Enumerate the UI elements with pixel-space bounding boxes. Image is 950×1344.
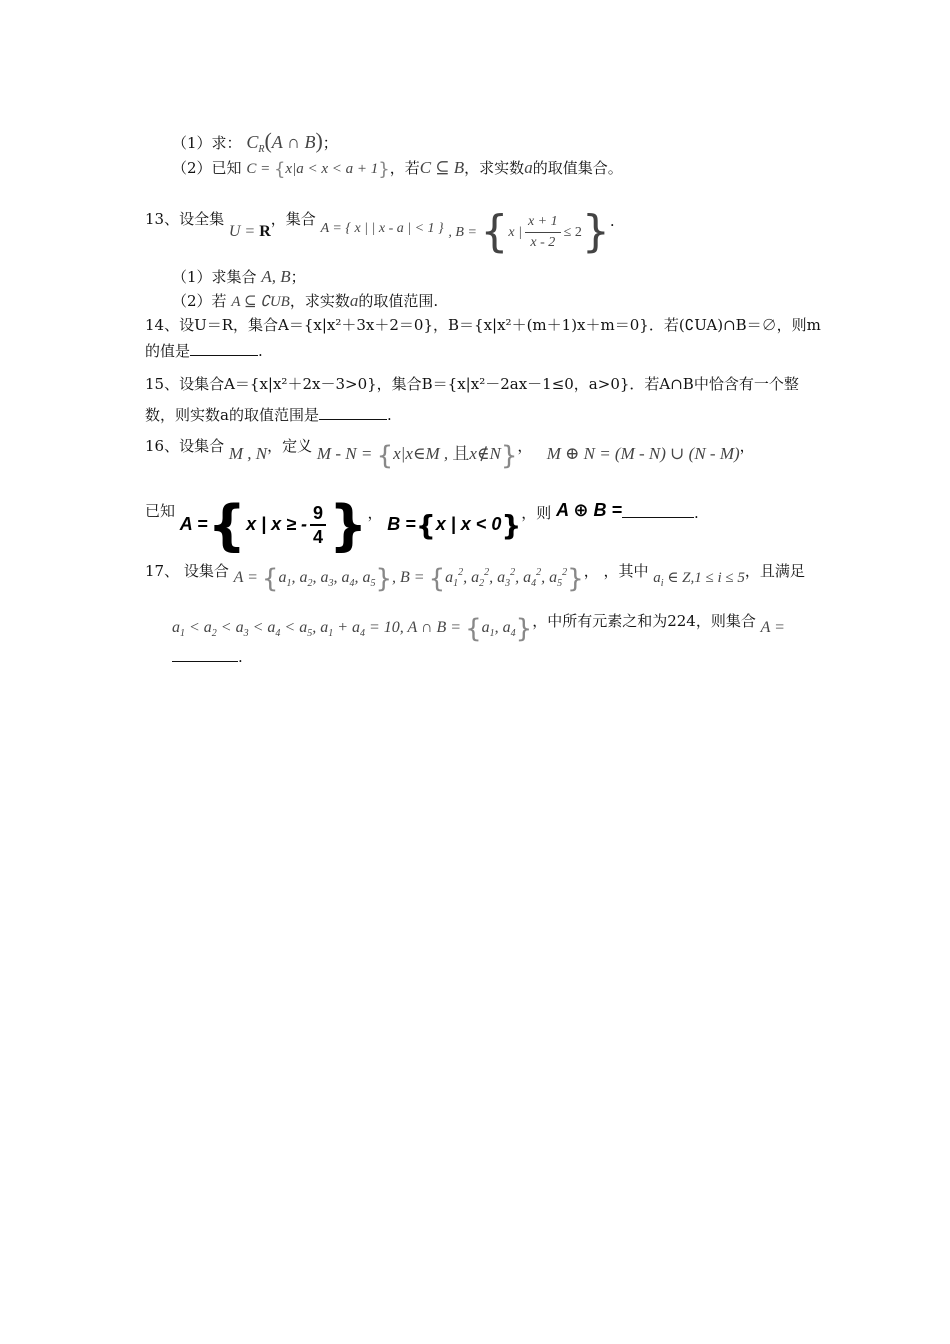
q17-line3: . bbox=[172, 646, 243, 668]
q13-part1: （1）求集合 A, B； bbox=[172, 267, 306, 286]
answer-blank[interactable] bbox=[172, 646, 238, 662]
set-difference-def: M - N = {x|x∈M , 且x∉N} bbox=[316, 441, 518, 471]
answer-blank[interactable] bbox=[622, 502, 694, 518]
q13-part2: （2）若 A ⊆ ∁UB，求实数a的取值范围. bbox=[172, 291, 439, 310]
q14-line2: 的值是 . bbox=[145, 342, 263, 360]
q16-line2: 已知 A ={x | x ≥ - $\frac{9}{4}$ }， B ={x | x < 0}，则 A ⊕ B = . bbox=[145, 494, 699, 557]
set-a-elements: $A = \{a_1$, $a_2$, $a_3$, $a_4$, $a_5$}, $B = \{a_1^2$, $a_2^2$, $a_3^2$, $a_4^2$, $a_5^2$} bbox=[233, 564, 584, 594]
q15-line1: 15、设集合A＝{x|x²＋2x－3>0}，集合B＝{x|x²－2ax－1≤0，a>0}．若A∩B中恰含有一个整 bbox=[145, 375, 799, 393]
q13-stem: 13、设全集 U = R，集合 A = { x | | x - a | < 1 } , B = {x | $\frac{x + 1}{x - 2}$ ≤ 2}. bbox=[145, 206, 615, 257]
set-c: C = {x|a < x < a + 1} bbox=[246, 159, 390, 180]
q15-line2: 数，则实数a的取值范围是 . bbox=[145, 406, 392, 424]
set-b: B ={x | x < 0} bbox=[387, 509, 522, 542]
answer-blank[interactable] bbox=[319, 404, 387, 420]
q12-part1: （1）求： $C_R(A$ ∩ B)； bbox=[172, 128, 338, 155]
ordering-conditions: $a_1 < a_2 < a_3 < a_4 < a_5$, $a_1 + a_4 = 10$, A ∩ $B = \{a_1$, $a_4$} bbox=[172, 614, 533, 644]
q14-line1: 14、设U＝R，集合A＝{x|x²＋3x＋2＝0}，B＝{x|x²＋(m＋1)x＋m＝0}．若(∁UA)∩B＝∅，则m bbox=[145, 316, 821, 334]
index-condition: $a_i$ ∈ Z,1 ≤ i ≤ 5 bbox=[653, 570, 745, 589]
set-b: , B = {x | $\frac{x + 1}{x - 2}$ ≤ 2} bbox=[448, 206, 610, 257]
q16-line1: 16、设集合 M , N，定义 M - N = {x|x∈M , 且x∉N}， M ⊕ N = (M - N) ∪ (N - M)， bbox=[145, 437, 755, 471]
universal-set: U = R bbox=[228, 223, 271, 240]
q17-line1: 17、 设集合 $A = \{a_1$, $a_2$, $a_3$, $a_4$, $a_5$}, $B = \{a_1^2$, $a_2^2$, $a_3^2$, $a_4^2$, $a_5^2$}， ，其中 $a_i$ ∈ Z,1 ≤ i ≤ 5，且满足 bbox=[145, 562, 805, 594]
q12-part2: （2）已知 C = {x|a < x < a + 1}，若C ⊆ B，求实数a的取值集合。 bbox=[172, 158, 623, 180]
set-a: A ={x | x ≥ - $\frac{9}{4}$ } bbox=[179, 494, 368, 557]
answer-blank[interactable] bbox=[190, 340, 258, 356]
fraction: $\frac{x + 1}{x - 2}$ bbox=[525, 212, 561, 253]
q17-line2: $a_1 < a_2 < a_3 < a_4 < a_5$, $a_1 + a_4 = 10$, A ∩ $B = \{a_1$, $a_4$}，中所有元素之和为224，则集合 A = bbox=[172, 612, 785, 644]
complement-expression: $C_R(A$ ∩ B) bbox=[246, 128, 323, 155]
